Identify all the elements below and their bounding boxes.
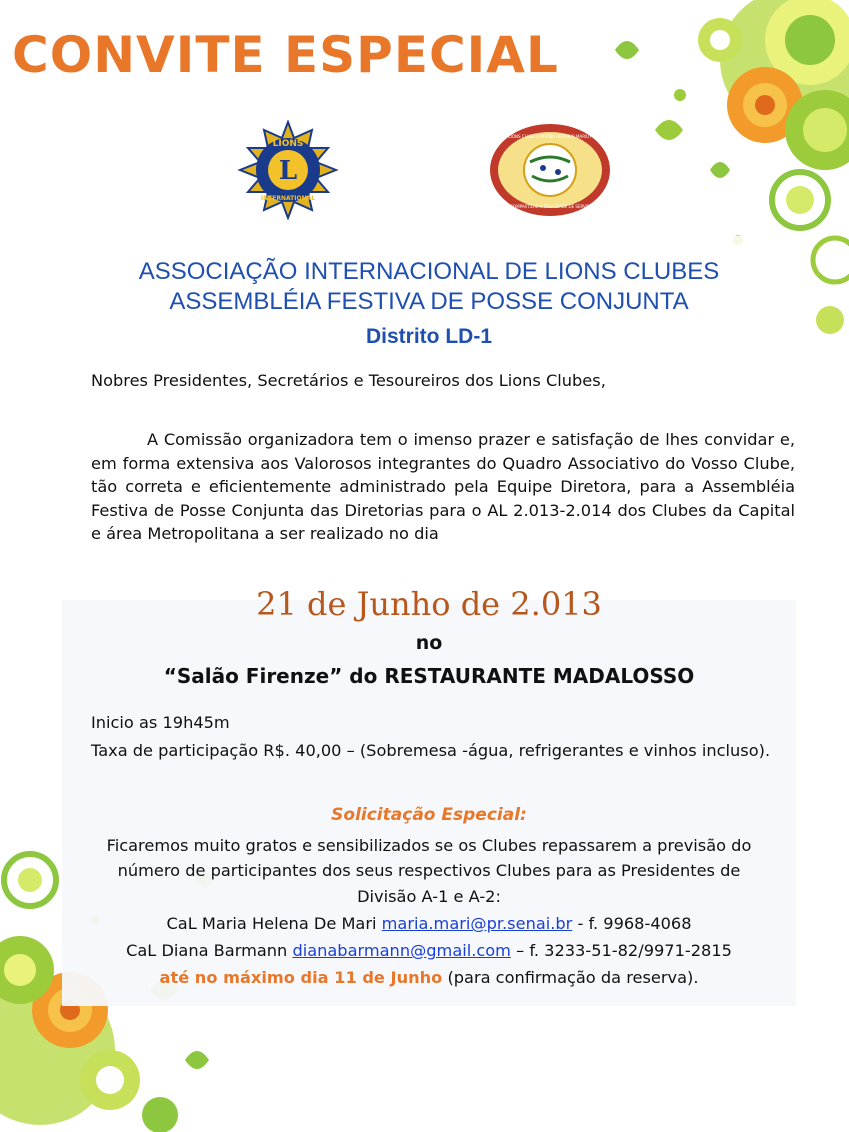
start-time: Inicio as 19h45m: [91, 713, 230, 732]
association-heading: ASSOCIAÇÃO INTERNACIONAL DE LIONS CLUBES: [138, 258, 720, 285]
club-globe-logo: [488, 122, 612, 218]
deadline-date: até no máximo dia 11 de Junho: [159, 968, 443, 987]
club-logo-top-text: LIONS CLUBE CURITIBA ANTONIO MARIUT: [508, 134, 592, 139]
contact-1-name: CaL Maria Helena De Mari: [166, 914, 377, 933]
no-connector: no: [415, 632, 443, 654]
contact-2-phone: – f. 3233-51-82/9971-2815: [516, 941, 732, 960]
special-request-title: Solicitação Especial:: [331, 805, 527, 825]
page-title: CONVITE ESPECIAL: [12, 26, 559, 84]
greeting-text: Nobres Presidentes, Secretários e Tesoureiros dos Lions Clubes,: [91, 371, 606, 390]
lions-logo-bottom-text: INTERNATIONAL: [260, 195, 316, 202]
invitation-paragraph-text: A Comissão organizadora tem o imenso prazer e satisfação de lhes convidar e, em forma extensiva aos Valorosos integrantes do Quadro Associativo do Vosso Clube, tão correta e eficientemente administrado pela Equipe Diretora, para a Assembléia Festiva de Posse Conjunta das Diretorias para o AL 2.013-2.014 dos Clubes da Capital e área Metropolitana a ser realizado no dia: [91, 430, 795, 543]
contact-1-email-link[interactable]: maria.mari@pr.senai.br: [381, 914, 573, 933]
contact-2-name: CaL Diana Barmann: [126, 941, 288, 960]
contact-1-phone: - f. 9968-4068: [577, 914, 692, 933]
participation-fee: Taxa de participação R$. 40,00 – (Sobremesa -água, refrigerantes e vinhos incluso).: [91, 741, 771, 760]
lions-logo-top-text: LIONS: [272, 139, 304, 149]
assembly-heading: ASSEMBLÉIA FESTIVA DE POSSE CONJUNTA: [169, 288, 689, 315]
deadline-note: (para confirmação da reserva).: [447, 968, 699, 987]
event-date: 21 de Junho de 2.013: [256, 585, 602, 623]
contact-1: [62, 911, 796, 936]
special-request-line-3: Divisão A-1 e A-2:: [357, 887, 501, 906]
event-venue: “Salão Firenze” do RESTAURANTE MADALOSSO: [163, 664, 695, 688]
special-request-line-1: Ficaremos muito gratos e sensibilizados se os Clubes repassarem a previsão do: [106, 836, 752, 855]
invitation-paragraph: [91, 428, 795, 546]
district-heading: Distrito LD-1: [366, 325, 492, 348]
lions-logo-letter: L: [278, 156, 298, 186]
special-request-line-2: número de participantes dos seus respectivos Clubes para as Presidentes de: [117, 861, 741, 880]
deadline-line: [62, 965, 796, 990]
club-logo-bottom-text: COMPARTILHE A FELICIDADE DE SERVIR: [510, 204, 590, 209]
lions-international-logo: [236, 120, 340, 220]
contact-2: [62, 938, 796, 963]
contact-2-email-link[interactable]: dianabarmann@gmail.com: [292, 941, 511, 960]
